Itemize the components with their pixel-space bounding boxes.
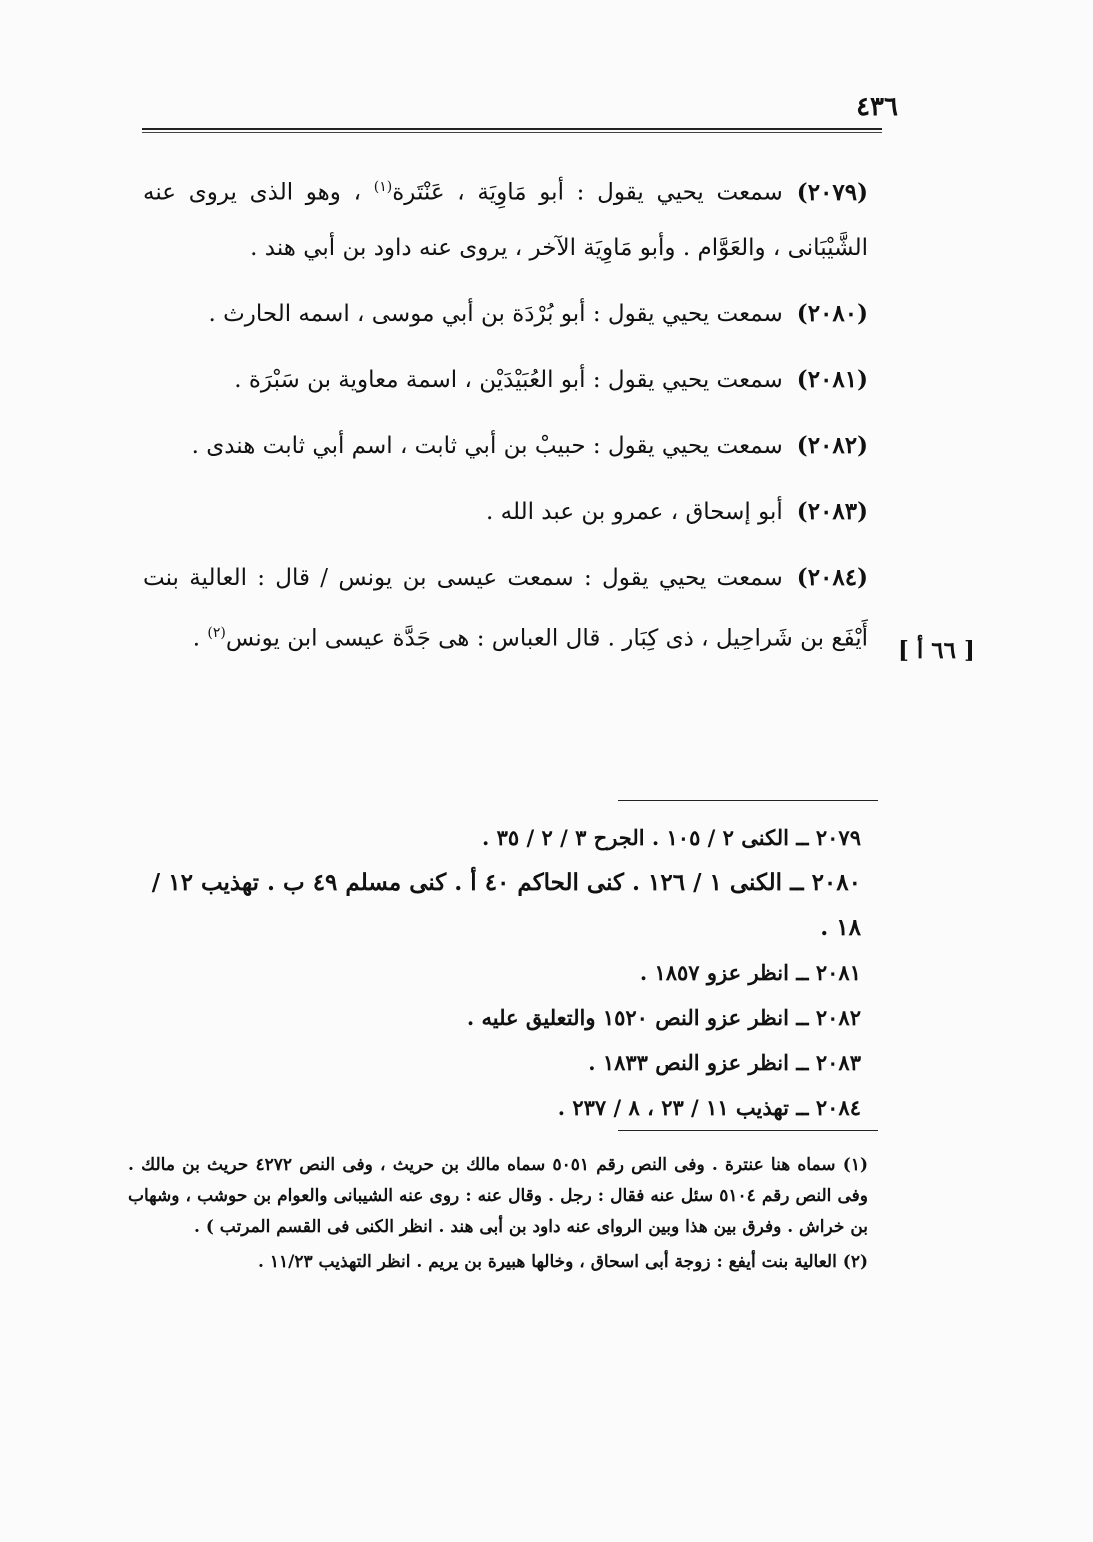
paragraph-text: سمعت يحيي يقول : سمعت عيسى بن يونس / قال : العالية بنت أَيْفَع بن شَراحِيل ، ذى كِبَار . قال العباس : هى جَدَّة عيسى ابن يونس	[143, 564, 868, 652]
margin-folio-note: [ ٦٦ أ ]	[898, 637, 975, 664]
footnote-2: (٢) العالية بنت أيفع : زوجة أبى اسحاق ، وخالها هبيرة بن يريم . انظر التهذيب ١١/٢٣ .	[258, 1252, 868, 1272]
paragraph-number: (٢٠٨١)	[796, 365, 868, 393]
reference-item: ٢٠٨٤ ــ تهذيب ١١ / ٢٣ ، ٨ / ٢٣٧ .	[557, 1095, 861, 1120]
footnote-1: (١) سماه هنا عنترة . وفى النص رقم ٥٠٥١ سماه مالك بن حريث ، وفى النص ٤٢٧٢ حريث بن مالك . وفى النص رقم ٥١٠٤ سئل عنه فقال : رجل . وقال عنه : روى عنه الشيبانى والعوام بن حوشب ، وشهاب بن خراش . وفرق بين هذا وبين الرواى عنه داود بن أبى هند . انظر الكنى فى القسم المرتب ) .	[128, 1155, 868, 1237]
paragraph-2083	[143, 484, 868, 540]
reference-item: ٢٠٨٣ ــ انظر عزو النص ١٨٣٣ .	[588, 1050, 861, 1075]
paragraph-number: (٢٠٨٤)	[796, 563, 868, 591]
paragraph-number: (٢٠٧٩)	[796, 178, 868, 206]
paragraph-text: سمعت يحيي يقول : أبو بُرْدَة بن أبي موسى ، اسمه الحارث .	[208, 300, 783, 327]
page-number: ٤٣٦	[856, 92, 898, 122]
paragraph-text: سمعت يحيي يقول : حبيبْ بن أبي ثابت ، اسم أبي ثابت هندى .	[191, 432, 783, 459]
main-text	[143, 160, 868, 676]
references-list	[141, 815, 861, 1130]
paragraph-text-rest: .	[192, 625, 201, 652]
paragraph-number: (٢٠٨٣)	[796, 497, 868, 525]
footnote-marker: (١)	[373, 179, 393, 195]
footnotes	[128, 1150, 868, 1282]
paragraph-number: (٢٠٨٠)	[796, 299, 868, 327]
reference-item: ٢٠٧٩ ــ الكنى ٢ / ١٠٥ . الجرح ٣ / ٢ / ٣٥ .	[482, 825, 861, 850]
reference-item: ٢٠٨١ ــ انظر عزو ١٨٥٧ .	[639, 960, 861, 985]
paragraph-text-rest: ، وهو الذى يروى عنه الشَّيْبَانى ، والعَوَّام . وأبو مَاوِيَة الآخر ، يروى عنه داود بن أبي هند .	[143, 179, 868, 261]
header-rule-thin	[142, 132, 882, 133]
paragraph-2084	[143, 550, 868, 667]
header-rule	[142, 128, 882, 130]
paragraph-2082	[143, 418, 868, 474]
references-rule	[618, 800, 878, 801]
paragraph-text: سمعت يحيي يقول : أبو مَاوِيَة ، عَنْتَرة	[392, 179, 783, 206]
footnote-marker: (٢)	[207, 624, 226, 641]
paragraph-text: أبو إسحاق ، عمرو بن عبد الله .	[486, 498, 783, 525]
paragraph-text: سمعت يحيي يقول : أبو العُبَيْدَيْن ، اسمة معاوية بن سَبْرَة .	[234, 366, 783, 393]
paragraph-number: (٢٠٨٢)	[796, 431, 868, 459]
paragraph-2079	[143, 160, 868, 276]
reference-item: ٢٠٨٢ ــ انظر عزو النص ١٥٢٠ والتعليق عليه .	[466, 1005, 861, 1030]
reference-item: ٢٠٨٠ ــ الكنى ١ / ١٢٦ . كنى الحاكم ٤٠ أ . كنى مسلم ٤٩ ب . تهذيب ١٢ / ١٨ .	[151, 869, 861, 941]
paragraph-2080	[143, 286, 868, 342]
paragraph-2081	[143, 352, 868, 408]
footnotes-rule	[618, 1130, 878, 1131]
